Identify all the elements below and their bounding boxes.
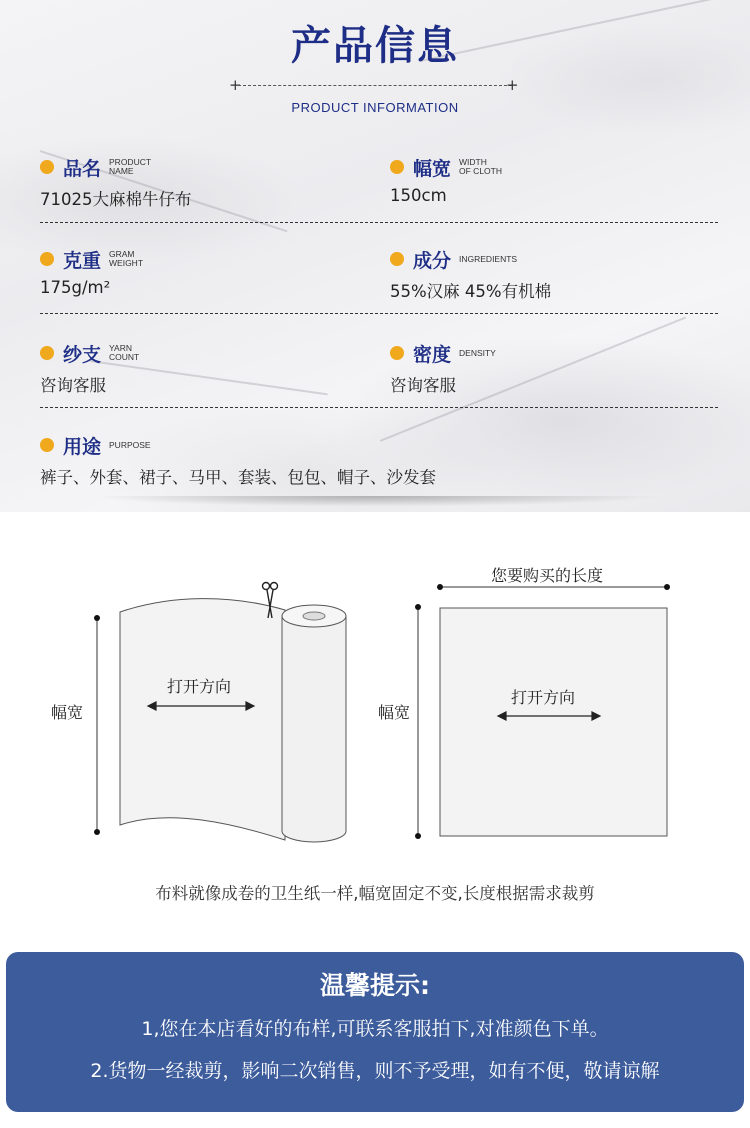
bullet-dot-icon — [40, 438, 54, 452]
product-info-section — [0, 0, 750, 512]
purchase-length-label: 您要购买的长度 — [491, 566, 604, 585]
field-value: 裤子、外套、裙子、马甲、套装、包包、帽子、沙发套 — [40, 468, 436, 487]
field-label: 克重 — [63, 249, 102, 272]
field-label-en: WIDTH OF CLOTH — [459, 157, 502, 176]
bullet-dot-icon — [40, 252, 54, 266]
right-width-label: 幅宽 — [378, 703, 411, 722]
dimension-endpoint — [415, 604, 421, 610]
fabric-roll-core — [303, 612, 325, 620]
field-label: 幅宽 — [413, 157, 452, 180]
bullet-dot-icon — [40, 346, 54, 360]
notice-line-2: 2.货物一经裁剪，影响二次销售，则不予受理，如有不便，敬请谅解 — [90, 1060, 660, 1082]
bullet-dot-icon — [390, 346, 404, 360]
field-label: 成分 — [413, 249, 452, 272]
dimension-endpoint — [94, 615, 100, 621]
field-label: 品名 — [63, 157, 102, 180]
plus-ornament-right: + — [506, 76, 519, 94]
field-label-en: PURPOSE — [109, 439, 151, 450]
row-divider — [40, 222, 718, 223]
row-divider — [40, 313, 718, 314]
field-label: 纱支 — [63, 343, 102, 366]
field-purpose — [40, 433, 436, 487]
field-density — [390, 341, 496, 395]
dimension-endpoint — [437, 584, 443, 590]
notice-line-1: 1,您在本店看好的布样,可联系客服拍下,对准颜色下单。 — [141, 1018, 609, 1040]
field-label: 用途 — [63, 435, 102, 458]
diagram-caption: 布料就像成卷的卫生纸一样,幅宽固定不变,长度根据需求裁剪 — [155, 884, 595, 903]
dimension-endpoint — [664, 584, 670, 590]
field-label-en: GRAM WEIGHT — [109, 249, 144, 268]
field-label-en: YARN COUNT — [109, 343, 140, 362]
page-title: 产品信息 — [291, 23, 459, 69]
warm-tip-panel — [6, 952, 744, 1112]
row-divider — [40, 407, 718, 408]
field-value: 咨询客服 — [390, 376, 456, 395]
field-label: 密度 — [413, 343, 452, 366]
field-value: 咨询客服 — [40, 376, 106, 395]
right-direction-label: 打开方向 — [511, 688, 576, 707]
left-width-label: 幅宽 — [51, 703, 84, 722]
bullet-dot-icon — [40, 160, 54, 174]
field-weight — [40, 247, 144, 297]
dimension-endpoint — [94, 829, 100, 835]
unrolled-fabric-sheet — [120, 599, 285, 840]
field-value: 175g/m² — [40, 278, 111, 297]
marble-vein — [90, 360, 328, 395]
dimension-endpoint — [415, 833, 421, 839]
left-direction-label: 打开方向 — [167, 677, 232, 696]
field-label-en: PRODUCT NAME — [109, 157, 152, 176]
fabric-roll-body — [282, 616, 346, 842]
field-width — [390, 155, 502, 205]
plus-ornament-left: + — [229, 76, 242, 94]
notice-title: 温馨提示: — [320, 971, 430, 1000]
field-value: 150cm — [390, 186, 447, 205]
cut-fabric-piece — [440, 608, 667, 836]
fabric-roll-diagram — [0, 540, 750, 850]
page-subtitle: PRODUCT INFORMATION — [291, 100, 459, 115]
field-product-name — [40, 155, 192, 209]
field-yarn-count — [40, 341, 140, 395]
bullet-dot-icon — [390, 252, 404, 266]
bullet-dot-icon — [390, 160, 404, 174]
title-divider — [238, 85, 512, 86]
field-ingredients — [390, 247, 552, 301]
field-label-en: DENSITY — [459, 347, 496, 358]
diagram-graphic — [0, 540, 750, 850]
field-value: 55%汉麻 45%有机棉 — [390, 282, 552, 301]
field-label-en: INGREDIENTS — [459, 253, 518, 264]
field-value: 71025大麻棉牛仔布 — [40, 190, 192, 209]
